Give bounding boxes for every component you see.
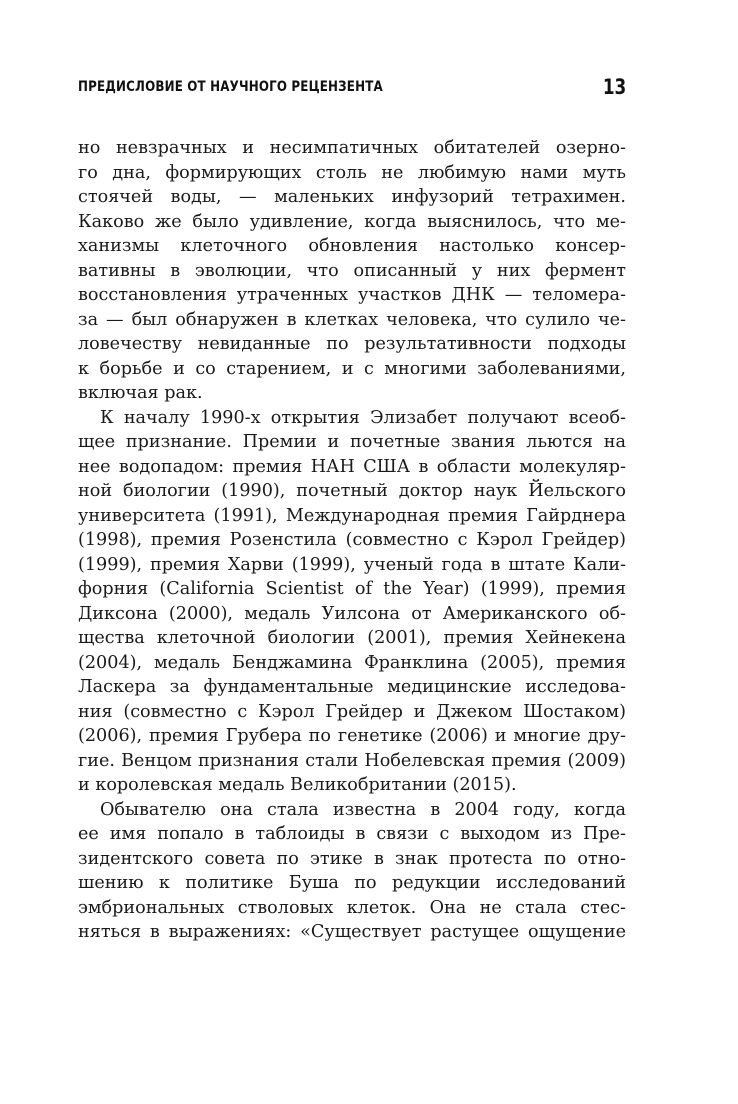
text-line: гие. Венцом признания стали Нобелевская премия (2009): [78, 750, 626, 771]
paragraph: [78, 136, 626, 406]
body-text: [78, 136, 626, 945]
text-line: ее имя попало в таблоиды в связи с выходом из Пре-: [78, 824, 626, 844]
text-line: форния (California Scientist of the Year) (1999), премия: [78, 579, 626, 599]
text-line: няться в выражениях: «Существует растущее ощущение: [78, 922, 626, 942]
running-title: ПРЕДИСЛОВИЕ ОТ НАУЧНОГО РЕЦЕНЗЕНТА: [78, 79, 383, 95]
text-line: Каково же было удивление, когда выяснилось, что ме-: [78, 211, 626, 232]
text-line: ханизмы клеточного обновления настолько консер-: [78, 236, 626, 256]
text-line: (1998), премия Розенстила (совместно с Кэрол Грейдер): [78, 530, 626, 550]
text-line: эмбриональных стволовых клеток. Она не стала стес-: [78, 897, 626, 918]
text-line: Диксона (2000), медаль Уилсона от Американского об-: [78, 603, 626, 624]
text-line: за — был обнаружен в клетках человека, что сулило че-: [78, 309, 626, 330]
text-line: Обывателю она стала известна в 2004 году, когда: [100, 799, 626, 820]
text-line: включая рак.: [78, 383, 203, 403]
text-line: К началу 1990-х открытия Элизабет получают всеоб-: [100, 407, 626, 428]
text-line: стоячей воды, — маленьких инфузорий тетрахимен.: [78, 187, 626, 207]
text-line: университета (1991), Международная премия Гайрднера: [78, 505, 626, 526]
text-line: восстановления утраченных участков ДНК — теломера-: [78, 285, 626, 305]
running-header: [78, 75, 626, 105]
paragraph: [78, 406, 626, 798]
text-line: зидентского совета по этике в знак протеста по отно-: [78, 848, 626, 869]
text-line: ной биологии (1990), почетный доктор наук Йельского: [78, 481, 626, 501]
text-line: щества клеточной биологии (2001), премия Хейнекена: [78, 628, 626, 648]
text-line: ловечеству невиданные по результативности подходы: [78, 334, 626, 354]
text-line: шению к политике Буша по редукции исследований: [78, 873, 626, 893]
text-line: ния (совместно с Кэрол Грейдер и Джеком Шостаком): [78, 701, 626, 722]
text-line: щее признание. Премии и почетные звания льются на: [78, 432, 626, 452]
text-line: нее водопадом: премия НАН США в области молекуляр-: [78, 456, 626, 477]
text-line: но невзрачных и несимпатичных обитателей озерно-: [78, 138, 626, 158]
text-line: (2006), премия Грубера по генетике (2006) и многие дру-: [78, 726, 626, 746]
page-number: 13: [602, 75, 626, 99]
text-line: и королевская медаль Великобритании (2015).: [78, 775, 517, 795]
text-line: (2004), медаль Бенджамина Франклина (2005), премия: [78, 652, 626, 673]
text-line: к борьбе и со старением, и с многими заболеваниями,: [78, 358, 626, 379]
text-line: вативны в эволюции, что описанный у них фермент: [78, 260, 626, 281]
paragraph: [78, 798, 626, 945]
text-line: (1999), премия Харви (1999), ученый года в штате Кали-: [78, 554, 626, 575]
text-line: Ласкера за фундаментальные медицинские исследова-: [78, 677, 626, 697]
text-line: го дна, формирующих столь не любимую нами муть: [78, 162, 626, 183]
